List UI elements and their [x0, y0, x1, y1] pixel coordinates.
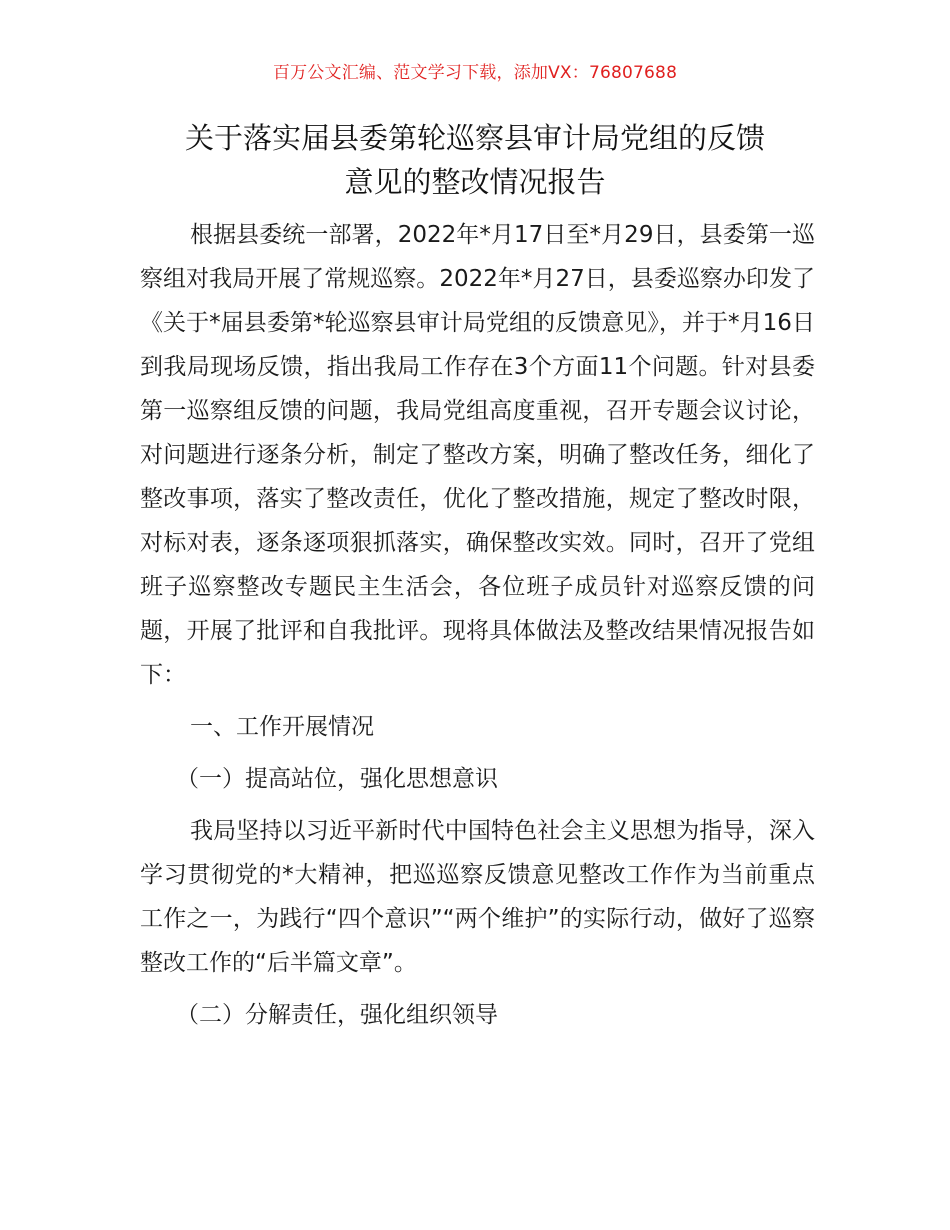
document-title	[100, 116, 850, 204]
paragraph-intro: 根据县委统一部署，2022年*月17日至*月29日，县委第一巡察组对我局开展了常规巡察。2022年*月27日，县委巡察办印发了《关于*届县委第*轮巡察县审计局党组的反馈意见》，并于*月16日到我局现场反馈，指出我局工作存在3个方面11个问题。针对县委第一巡察组反馈的问题，我局党组高度重视，召开专题会议讨论，对问题进行逐条分析，制定了整改方案，明确了整改任务，细化了整改事项，落实了整改责任，优化了整改措施，规定了整改时限，对标对表，逐条逐项狠抓落实，确保整改实效。同时，召开了党组班子巡察整改专题民主生活会，各位班子成员针对巡察反馈的问题，开展了批评和自我批评。现将具体做法及整改结果情况报告如下：	[140, 222, 815, 688]
section-heading-1: 一、工作开展情况	[190, 714, 374, 740]
subsection-heading-2: （二）分解责任，强化组织领导	[176, 1002, 498, 1028]
title-line-1: 关于落实届县委第轮巡察县审计局党组的反馈	[184, 121, 765, 155]
paragraph-subsection-1: 我局坚持以习近平新时代中国特色社会主义思想为指导，深入学习贯彻党的*大精神，把巡巡察反馈意见整改工作作为当前重点工作之一，为践行“四个意识”“两个维护”的实际行动，做好了巡察整改工作的“后半篇文章”。	[140, 818, 815, 976]
watermark-text: 百万公文汇编、范文学习下载，添加VX：76807688	[272, 63, 678, 83]
subsection-heading-1: （一）提高站位，强化思想意识	[176, 766, 498, 792]
title-line-2: 意见的整改情况报告	[344, 165, 606, 199]
document-body	[140, 213, 815, 1037]
